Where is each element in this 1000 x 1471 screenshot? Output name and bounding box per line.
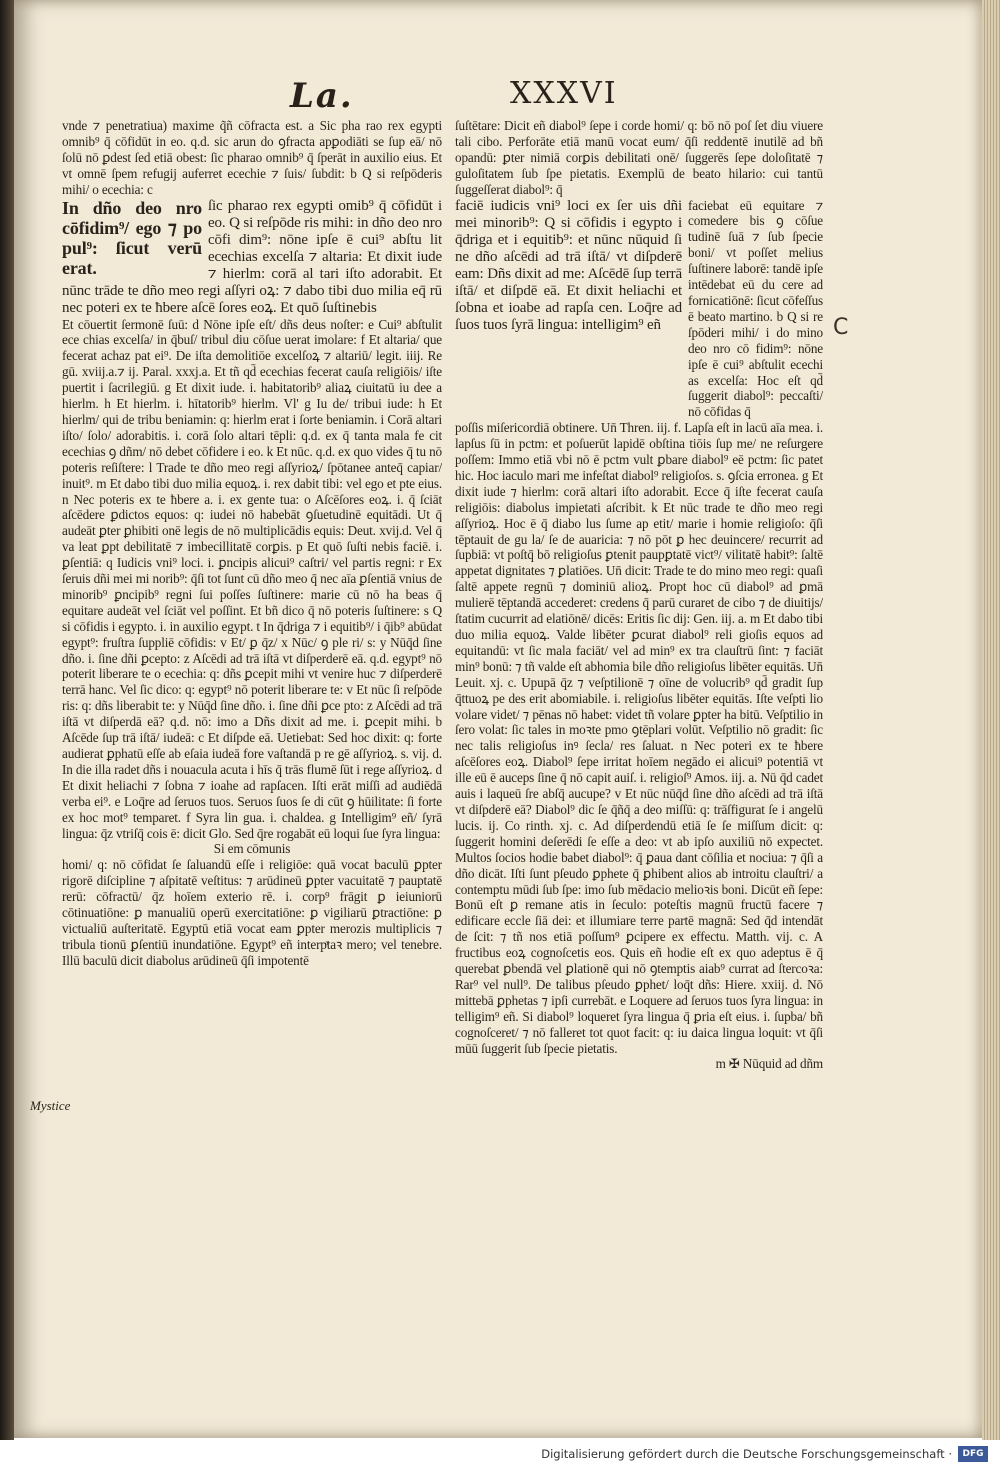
running-head-right: XXXVI: [510, 76, 618, 111]
binding-spine: [0, 0, 14, 1440]
footer-credit: Digitalisierung gefördert durch die Deutsche Forschungsgemeinschaft ·: [541, 1447, 952, 1461]
text-column-right: [455, 118, 823, 1278]
dfg-logo-icon: DFG: [958, 1446, 988, 1462]
paragraph-body: Et cōuertit ſermonē ſuū: d Nōne ipſe eſt/ dñs deus noſter: e Cui⁹ abſtulit ece chias excelſa/ in q̄buſ/ tribul diu cōſue uerat imolare: f Et altaria/ que fecerat achaz pat ei⁹. De iſta demolitiōe excelſoꝝ ⁊ altariū/ legit. iiij. Re gū. xviij.a.⁊ ij. Paral. xxxj.a. Et tñ qd̄ ecechias fecerat cauſa religiōis/ iſte puertit i ſacrilegiū. g Et dixit iude. i. habitatorib⁹ aliaꝝ ciuitatū iu dee a hierlm. h Et hierlm. i. hītatorib⁹ hierlm. Vl' g Iu de/ tribui iude: h Et hierlm/ qui de tribu beniamin: q: hierlm erat i ſorte beniamin. i Corā altari iſto/ ſolo/ adorabitis. i. corā ſolo altari tēpli: q.d. ex q̄ tanta mala fe cit ecechias ꝯ dñm/ nō debet cōfidere i eo. k Et nūc. q.d. ex quo vides q̄ tu nō poteris reſiſtere: l Trade te dño meo regi aſſyrioꝝ/ ſpōtanee anteq̄ capiar/ inuit⁹. m Et dabo tibi duo milia equoꝝ. i. rex dabit tibi: vel ego et pte eius. n Nec poteris ex te ħbere a. i. ex gente tua: o Aſcēſores eoꝝ. i. q̄ ſciāt aſcēdere ꝑdictos equos: q: iudei nō habebāt ꝯſuetudinē equitādi. Ut q̄ audeāt ꝑter ꝑhibiti onē legis de nō multiplicādis equis: Deut. xvij.d. Vel q̄ va leat ꝑpt debilitatē ⁊ imbecillitatē corꝑis. p Et quō ſuſti nebis faciē. i. ꝑſentiā: q Iudicis vni⁹ loci. i. ꝑncipis alicui⁹ caſtri/ vel partis regni: r Ex ſeruis dñi mei mi norib⁹: q̄ſi tot ſunt cū dño meo q̄ nec aīa ꝑſentiā vnius de minorib⁹ ꝑncipib⁹ regni ſui poſſes ſuſtinere: marie cū nō ha beas q̄ equitare audeāt vel ſciāt vel poſſint. Et bñ dico q̄ nō poteris ſuſtinere: s Q si cōfidis i egypto. i. in auxilio egypt. t In q̄driga ⁊ i equitib⁹/ i q̄ib⁹ abūdat egypt⁹: fruſtra ſuppliē cōfidis: v Et/ ꝑ q̄z/ x Nūc/ ꝯ ple ri/ s: y Nūq̄d ſine dño. i. ſine dñi ꝑcepto: z Aſcēdi ad trā iſtā vt diſperderē eā. q.d. egypt⁹ nō poterit liberare te o ecechia: q: dñs ꝑcepit mihi vt venire huc ⁊ diſperderē terrā hanc. Vel ſic dico: q: egypt⁹ nō poterit liberare te: v Et nūc ſi reſpōde ris: q: dñs liberabit te: y Nūq̄d ſine dño. i. ſine dñi ꝑce pto: z Aſcēdi ad trā iſtā vt diſperdā eā? q.d. nō: imo a Dñs dixit ad me. i. ꝑcepit mihi. b Aſcēde ſup trā iſtā/ iudeā: c Et diſpde eā. Uetiebat: Sed hoc dixit: q: forte audierat ꝑphatū eſſe ab eſaia iudeā fore vaſtandā p re gē aſſyrioꝝ. s. vij. d. In die illa radet dñs i nouacula acuta i hīs q̄ trās flumē ſūt i rege aſſyrioꝝ. d Et dixit heliachi ⁊ ſobna ⁊ ioahe ad rapſacen. Iſti erāt miſſi ad audiēdā verba ei⁹. e Loq̄re ad ſeruos tuos. Seruos ſuos ſe di cūt ꝯ hūilitate: ſi forte ex hoc mot⁹ temparet. f Syra lin gua. i. chaldea. g Intelligim⁹ eñ/ ſyrā lingua: q̄z vtriſq̄ cois ē: dicit Glo. Sed q̄re rogabāt eū loqui ſue ſyra lingua:: [62, 316, 442, 841]
inner-text-a: ſic pharao rex egypti omib⁹ q̄ cōfidūt i eo. Q si reſpōde ris mihi: in dño deo nro cōfi dim⁹: nōne ipſe ē cui⁹ abſtu lit ecechias excelſa ⁊ altaria: Et dixit iude ⁊ hierlm: corā al tari iſto adorabit. Et nūnc trāde te dño meo regi aſſyri oꝝ: ⁊ dabo tibi duo milia eq̄ rū nec poteri ex te ħbere aſcē ſores eoꝝ. Et quō ſuſtinebis: [62, 197, 442, 316]
inner-text-b: faciē iudicis vni⁹ loci ex ſer uis dñi mei minorib⁹: Q si cōfidis i egypto i q̄driga et i equitib⁹: et nūnc nūquid ſi ne dño aſcēdi ad trā iſtā/ vt diſpderē eam: Dñs dixit ad me: Aſcēdē ſup terrā iſtā/ et diſpdē eā. Et dixit heliachi et ſobna et ioabe ad rapſa cen. Loq̄re ad ſuos tuos ſyrā lingua: intelligim⁹ eñ: [455, 197, 682, 333]
margin-note: Mystice: [30, 1098, 71, 1113]
lemma-text: In dño deo nro cōfidim⁹/ ego ⁊ po pul⁹: ſicut verū erat.: [62, 197, 202, 278]
paragraph-mystice: homi/ q: nō cōfidat ſe ſaluandū eſſe i religiōe: quā vocat baculū ꝑpter rigorē diſcipline ⁊ aſpitatē veſtitus: ⁊ arūdineū ꝑpter vacuitatē ⁊ pauptatē rerū: cōfractū/ q̄z hoīem exterio rē. i. corp⁹ frāgit ꝑ ieiuniorū cōtinuatiōne: ꝑ manualiū operū exercitatiōne: ꝑ vigiliarū ꝑtractiōne: ꝑ victualiū auſteritatē. Egyptū etiā vocat eam ꝑpter merozis multiplicis ⁊ tribula tionū ꝑſentiū inundatiōne. Egypt⁹ eñ interpͣtaꝛ mero; vel tenebre. Illū baculū dicit diabolus arūdineū q̄ſi impotentē: [62, 857, 442, 968]
paragraph-top: ſuſtētare: Dicit eñ diabol⁹ ſepe i corde homi/ q: bō nō poſ ſet diu viuere tali cibo. Perforāte etiā manū vocat eum/ q̄ſi reddentē inutilē ad bñ opandū: ꝑter nimiā corꝑis debilitati onē/ ſuggerēs ſepe doloſitatē ⁊ guloſitatem ſub ſpe pietatis. Exemplū de beato hilario: cui tantū ſuggeſſerat diabol⁹: q̄: [455, 118, 823, 197]
paragraph-opening: vnde ⁊ penetratiua) maxime q̃ñ cōfracta est. a Sic pha rao rex egypti omnib⁹ q̄ cōfidūt in eo. q.d. sic arun do ꝯfracta apꝑodiāti se ſup eā/ nō ſolū nō ꝑdest ſed etiā obest: ſic pharao omnib⁹ q̄ ſperāt in auxilio eius. Et vt omnē ſpem refugij auferret ecechie ⁊ ſuis/ ſubdit: b Q si reſpōderis mihi/ o ecechia: c: [62, 118, 442, 197]
text-column-left: [62, 118, 442, 1268]
catchword: m ✠ Nūquid ad dñm: [715, 1056, 823, 1072]
footer-bar: [0, 1440, 1000, 1471]
running-head-left: La.: [290, 76, 354, 116]
boxed-text: faciebat eū equitare ⁊ comedere bis ꝯ cōſue tudinē ſuā ⁊ ſub ſpecie boni/ vt poſſet melius ſuſtinere laborē: tandē ipſe intēdebat eū du cere ad fornicatiōnē: ſicut cōfeſſus ē beato martino. b Q si re ſpōderi mihi/ i do mino deo nro cō fidim⁹: nōne ipſe ē cui⁹ abſtulit ecechi as excelſa: Hoc eſt qd̄ ſuggerit diabol⁹: peccaſti/ nō cōfidas q̄: [688, 197, 823, 420]
section-marker: Si em cōmunis: [213, 841, 291, 857]
paragraph-body-right: poſſis miſericordiā obtinere. Un̄ Thren. iij. f. Lapſa eſt in lacū aīa mea. i. lapſus ſū in pctm: et poſuerūt lapidē obſtina tiōis ſup me/ ne reſurgere poſſem: Immo etiā vbi nō ē pctm vult ꝑbare diabol⁹ eē pctm: ſic patet hic. Hoc iaculo mari me infeſtat diabol⁹ religioſos. s. ꝯſcia erronea. g Et dixit iude ⁊ hierlm: corā altari iſto adorabit. Ecce q̄ iſte fecerat cauſa religiōis: diabolus impietati aſcribit. k Et nūc trade te dño meo regi aſſyrioꝝ. Hoc ē q̄ diabo lus ſume ap etit/ marie i homie religioſo: q̄ſi tēptauit de gu la/ ſe de auaricia: ⁊ nō pōt ꝑ hec deuincere/ recurrit ad ſupbiā: vt poſtq̄ bō religioſus ꝑtenit paupꝑtatē vict⁹/ vilitatē habit⁹: ſaltē appetat dignitates ⁊ ꝑlatiōes. Un̄ dicit: Trade te do mino meo regi: quaſi ſaltē appete regnū ⁊ dominiū alioꝝ. Propt hoc cū diabol⁹ ad ꝑmā mulierē tēptandā accederet: credens q̄ parū curaret de cibo ⁊ de diuitijs/ ſtatim cucurrit ad elatiōnē/ dicēs: Eritis ſic dij: Gen. iij. a. m Et dabo tibi duo milia equoꝝ. Valde libēter ꝑcurat diabol⁹ reli gioſis equos ad equitandū: vt ſic mala faciāt/ vel ad min⁹ ex tra clauſtrū ſint: ⁊ faciāt min⁹ bonū: ⁊ tñ valde eſt abhomia bile dño religioſus libēter equitās. Un̄ Leuit. xj. c. Upupā q̄z ⁊ veſptilionē ⁊ oīne de volucrib⁹ qd̄ gradit ſup q̄ttuoꝝ pe des erit abomiabile. i. religioſus libēter equitās. Iſte veſpti lio volare videt/ ⁊ pēnas nō habet: videt tñ volare ꝑpter ha bitū. Veſptilio in ſero volat: ſic tales in moꝛte pmo ꝯtēplari volūt. Veſptilio nō gradit: ſic nec talis religioſus inꝰ ſecla/ res ſaluat. n Nec poteri ex te ħbere aſcēſores eoꝝ. Diabol⁹ ſepe irritat hoīem negādo ei alicui⁹ potentiā vt ille eū ē auceps ſine q̄ nō capit auiſ. i. religioſ⁹ Amos. iij. a. Nū q̄d cadet auis i laqueū ſre abſq̄ aucupe? v Et nūc nūq̄d ſine dño aſcēdi ad trā iſtā vt diſpderē eā? Diabol⁹ dic ſe q̄ñq̄ a deo miſſū: q: trāſfigurat ſe i angelū lucis. ij. Co rinth. xj. c. Ad diſperdendū etiā ſe ſe miſſum dicit: q: ſuggerit homini deſerēdi ſe eſſe a deo: vt ab ipſo auxiliū nō expectet. Multos ſocios hodie babet diabol⁹: q̄ ꝑaua dant cōſilia et nociua: ⁊ q̄ſi a dño dicāt. Iſti ſunt pſeudo ꝑphete q̄ ꝑhibent alios ab introitu clauſtri/ a contemptu mūdi ſub ſpe: imo ſub mēdacio melioꝛis boni. Dicūt eñ ſepe: Bonū eſt ꝑ remane atis in ſeculo: poteſtis magnū fructū facere ⁊ edificare eccle ſiā dei: et illumiare terre partē magnā: Sed q̄d intendāt de ſcit: ⁊ tñ nos etiā poſſum⁹ ꝑcipere ex effectu. Matth. vij. c. A fructibus eoꝝ cognoſcetis eos. Quis eñ hodie eſt ex quo adeptus ē q̄ querebat ꝑbendā vel ꝑlationē qui nō ꝯtemptis aiab⁹ currat ad ſtercoꝛa: Rar⁹ vel null⁹. De talibus pſeudo ꝑphet/ loq̄t dñs: Hiere. xxiij. d. Nō mittebā ꝑphetas ⁊ ipſi currebāt. e Loquere ad ſeruos tuos ſyra lingua: in telligim⁹ eñ. Si diabol⁹ loqueret ſyra lingua q̄ ꝑria eſt eius. i. ſupba/ bñ cognoſceret/ ⁊ nō falleret tot quot facit: q: iu daica lingua loquit: vt q̄ſi mūū ſuggerit ſub ſpecie pietatis.: [455, 420, 823, 1056]
margin-letter: C: [833, 315, 849, 340]
page-edges: [982, 0, 1000, 1440]
